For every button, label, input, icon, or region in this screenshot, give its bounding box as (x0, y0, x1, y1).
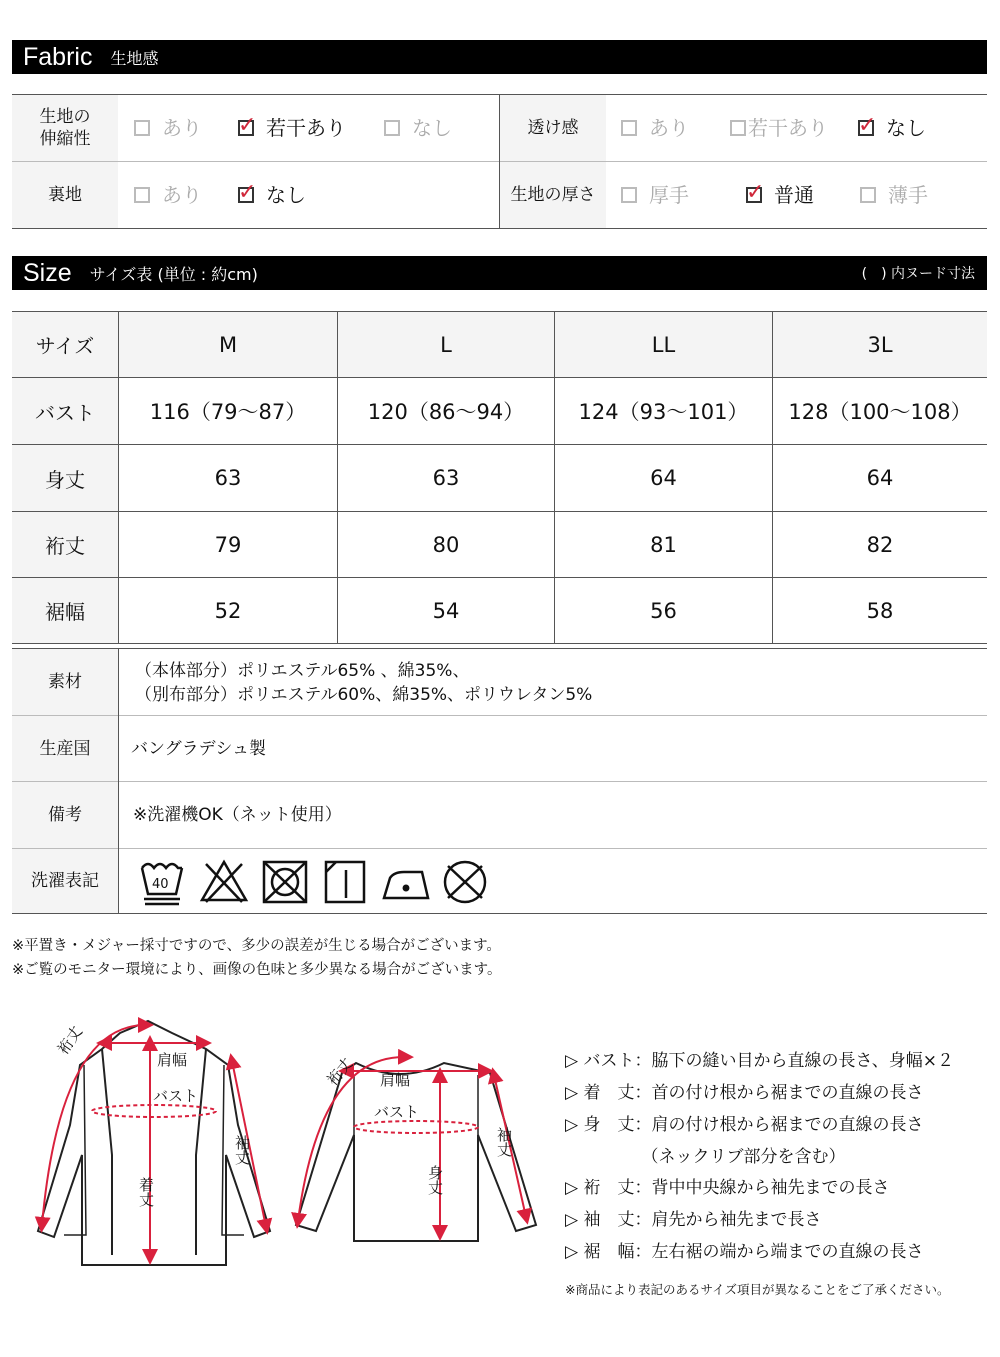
table-cell: 81 (650, 532, 677, 557)
sweatshirt-label-yuki: 裄丈 (323, 1054, 357, 1090)
sweatshirt-label-sode: 袖丈 (495, 1127, 513, 1157)
checkbox-icon (860, 187, 876, 203)
sweatshirt-label-katahaba: 肩幅 (380, 1071, 411, 1089)
table-cell: 124（93〜101） (578, 400, 749, 424)
table-cell: 128（100〜108） (788, 400, 972, 424)
checkbox-icon (730, 120, 746, 136)
lining-label: 裏地 (48, 185, 82, 205)
size-title-jp: サイズ表 (単位 : 約cm) (89, 264, 258, 284)
table-cell: 56 (650, 598, 677, 623)
row-label-bust: バスト (35, 400, 95, 425)
footnote: ※商品により表記のあるサイズ項目が異なることをご了承ください。 (565, 1282, 950, 1297)
table-cell: 64 (650, 466, 677, 490)
checkbox-icon (621, 120, 637, 136)
lining-option-yes: あり (134, 179, 202, 208)
nude-size-note: ( ) 内ヌード寸法 (861, 266, 975, 282)
remarks-label: 備考 (48, 805, 82, 825)
table-cell: 58 (866, 598, 894, 623)
wash-40-icon (142, 864, 182, 904)
transparency-option-slight: 若干あり (730, 112, 828, 141)
transparency-option-no: ✓ なし (858, 112, 926, 140)
table-cell: 120（86〜94） (367, 400, 525, 424)
checkbox-icon (134, 187, 150, 203)
definition-yuki: ▷ 裄 丈：背中中央線から袖先までの長さ (565, 1178, 890, 1198)
size-col-3l: 3L (867, 332, 893, 357)
size-col-m: M (218, 332, 238, 357)
definition-mitake-note: （ネックリブ部分を含む） (565, 1147, 846, 1167)
stretch-label: 生地の 伸縮性 (39, 107, 91, 149)
svg-text:40: 40 (152, 877, 169, 892)
size-title-en: Size (23, 258, 72, 287)
no-tumble-dry-icon (264, 862, 306, 902)
material-label: 素材 (48, 672, 82, 692)
origin-value: バングラデシュ製 (131, 739, 266, 759)
size-col-l: L (440, 332, 452, 357)
table-cell: 79 (214, 532, 242, 557)
row-label-hem-width: 裾幅 (45, 600, 85, 624)
checkbox-checked-icon: ✓ (858, 112, 877, 138)
origin-label: 生産国 (39, 738, 91, 759)
table-cell: 54 (432, 598, 460, 623)
table-cell: 64 (866, 466, 894, 490)
fabric-section-header (12, 40, 987, 74)
thickness-option-thin: 薄手 (860, 179, 928, 208)
checkbox-checked-icon: ✓ (238, 112, 257, 138)
jacket-label-bust: バスト (153, 1087, 199, 1105)
checkbox-icon (621, 187, 637, 203)
thickness-option-normal: ✓ 普通 (746, 179, 814, 207)
transparency-label: 透け感 (527, 118, 579, 138)
fabric-title-jp: 生地感 (110, 48, 159, 68)
line-dry-shade-icon (326, 862, 364, 902)
material-line-2: （別布部分）ポリエステル60%、綿35%、ポリウレタン5% (135, 685, 593, 705)
checkbox-checked-icon: ✓ (746, 179, 765, 205)
definition-mitake: ▷ 身 丈：肩の付け根から裾までの直線の長さ (565, 1115, 924, 1135)
row-label-body-length: 身丈 (45, 467, 85, 492)
sweatshirt-label-bust: バスト (374, 1103, 420, 1121)
fabric-title-en: Fabric (23, 42, 93, 71)
note-monitor: ※ご覧のモニター環境により、画像の色味と多少異なる場合がございます。 (12, 962, 502, 978)
no-bleach-icon (202, 862, 246, 902)
remarks-value: ※洗濯機OK（ネット使用） (133, 805, 342, 825)
sweatshirt-label-mitake: 身丈 (426, 1165, 444, 1195)
jacket-label-kitake: 着丈 (137, 1177, 155, 1207)
table-cell: 63 (214, 466, 242, 490)
thickness-option-thick: 厚手 (621, 179, 689, 208)
material-line-1: （本体部分）ポリエステル65% 、綿35%、 (135, 661, 470, 681)
table-cell: 80 (432, 532, 460, 557)
jacket-label-katahaba: 肩幅 (157, 1051, 188, 1069)
definition-bust: ▷ バスト：脇下の縫い目から直線の長さ、身幅×２ (565, 1051, 955, 1071)
checkbox-checked-icon: ✓ (238, 179, 257, 205)
table-cell: 82 (866, 532, 894, 557)
thickness-label: 生地の厚さ (510, 185, 596, 205)
iron-low-icon (384, 872, 428, 898)
stretch-option-yes: あり (134, 112, 202, 141)
definition-susohaba: ▷ 裾 幅：左右裾の端から端までの直線の長さ (565, 1242, 924, 1262)
no-dry-clean-icon (445, 862, 485, 902)
care-icons (138, 856, 498, 908)
size-section-header (12, 256, 987, 290)
lining-option-no: ✓ なし (238, 179, 306, 207)
definition-sode: ▷ 袖 丈：肩先から袖先まで長さ (565, 1210, 822, 1230)
checkbox-icon (134, 120, 150, 136)
stretch-option-slight: ✓ 若干あり (238, 112, 346, 140)
jacket-label-yuki: 裄丈 (54, 1022, 87, 1058)
transparency-option-yes: あり (621, 112, 689, 141)
jacket-label-sode: 袖丈 (233, 1135, 251, 1165)
care-label: 洗濯表記 (31, 871, 99, 891)
table-cell: 63 (432, 466, 460, 490)
table-cell: 116（79〜87） (149, 400, 307, 424)
checkbox-icon (384, 120, 400, 136)
garment-measurement-diagram (20, 1005, 540, 1280)
table-cell: 52 (214, 598, 242, 623)
row-label-sleeve-length: 裄丈 (45, 534, 85, 558)
note-measurement: ※平置き・メジャー採寸ですので、多少の誤差が生じる場合がございます。 (12, 938, 501, 954)
size-header-label: サイズ (35, 334, 95, 358)
definition-kitake: ▷ 着 丈：首の付け根から裾までの直線の長さ (565, 1083, 924, 1103)
stretch-option-no: なし (384, 112, 452, 141)
size-col-ll: LL (651, 332, 676, 357)
